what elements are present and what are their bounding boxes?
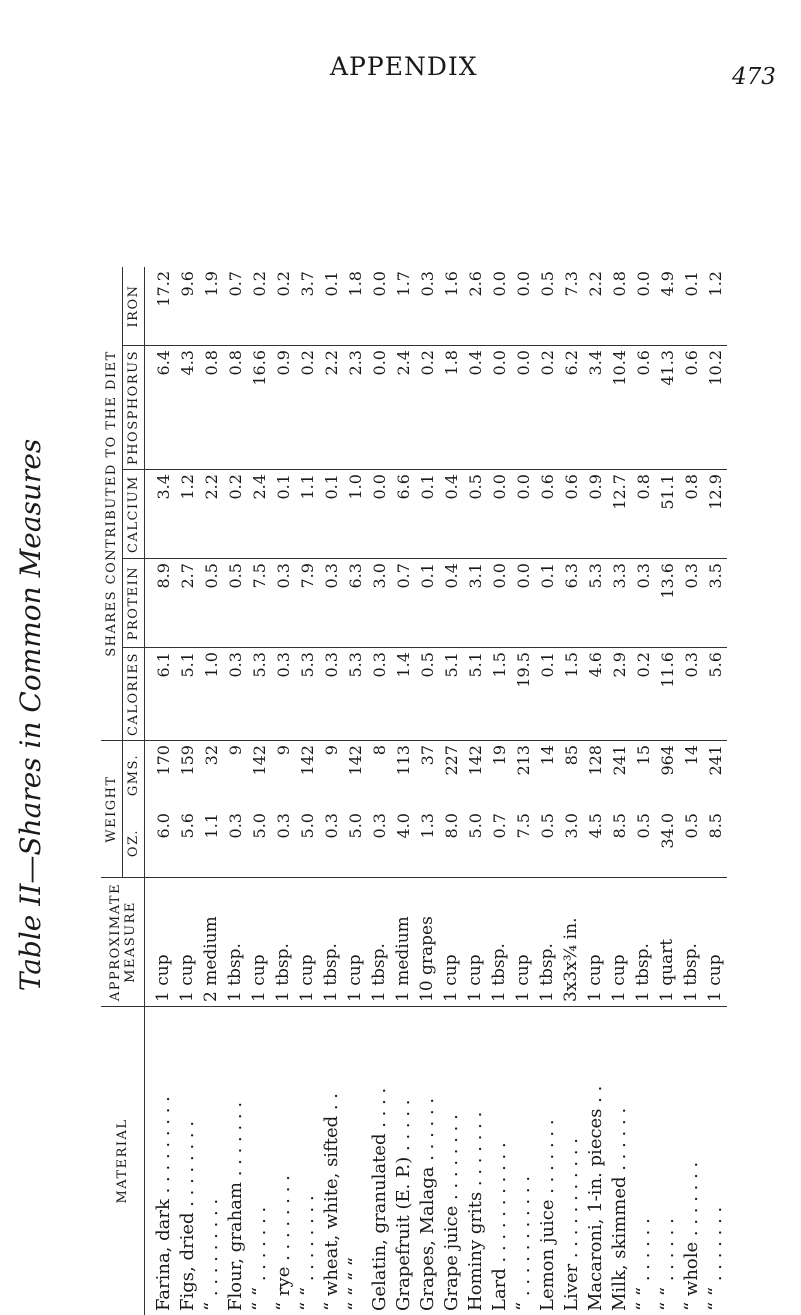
cell-oz: 34.0 <box>655 809 679 878</box>
cell-protein: 0.4 <box>439 559 463 648</box>
cell-oz: 8.0 <box>439 809 463 878</box>
cell-calories: 0.3 <box>367 648 391 741</box>
cell-protein: 3.0 <box>367 559 391 648</box>
cell-protein: 0.0 <box>487 559 511 648</box>
nutrition-table <box>101 267 727 1315</box>
col-oz: OZ. <box>123 809 145 878</box>
cell-measure: 10 grapes <box>415 878 439 1007</box>
cell-protein: 3.3 <box>607 559 631 648</box>
cell-material: Macaroni, 1-in. pieces . . <box>584 1085 606 1311</box>
cell-iron: 9.6 <box>175 267 199 346</box>
cell-material: “ . . . . . . . . . . . <box>512 1175 534 1311</box>
table-row <box>535 267 559 1315</box>
cell-calcium: 0.0 <box>487 470 511 559</box>
cell-protein: 0.5 <box>223 559 247 648</box>
cell-iron: 0.2 <box>247 267 271 346</box>
cell-iron: 0.7 <box>223 267 247 346</box>
cell-calcium: 0.0 <box>367 470 391 559</box>
cell-phosphorus: 0.0 <box>487 346 511 470</box>
cell-gms: 241 <box>705 745 725 776</box>
page-header <box>0 0 801 90</box>
cell-gms: 170 <box>153 745 173 776</box>
table-row <box>343 267 367 1315</box>
cell-phosphorus: 4.3 <box>175 346 199 470</box>
cell-material: “ wheat, white, sifted . . <box>320 1092 342 1311</box>
side-caption-area <box>14 215 74 1215</box>
cell-phosphorus: 0.8 <box>199 346 223 470</box>
cell-gms: 14 <box>681 745 701 766</box>
table-row <box>679 267 703 1315</box>
cell-calories: 2.9 <box>607 648 631 741</box>
cell-phosphorus: 10.2 <box>703 346 727 470</box>
cell-oz: 0.5 <box>679 809 703 878</box>
cell-phosphorus: 0.0 <box>367 346 391 470</box>
cell-phosphorus: 3.4 <box>583 346 607 470</box>
cell-measure: 1 cup <box>607 878 631 1007</box>
cell-calcium: 0.0 <box>511 470 535 559</box>
cell-material: Lemon juice . . . . . . . <box>536 1119 558 1311</box>
cell-iron: 0.0 <box>631 267 655 346</box>
cell-calcium: 0.1 <box>271 470 295 559</box>
col-calories: CALORIES <box>123 648 145 741</box>
cell-calories: 6.1 <box>145 648 176 741</box>
cell-iron: 1.9 <box>199 267 223 346</box>
col-phosphorus: PHOSPHORUS <box>123 346 145 470</box>
cell-gms: 113 <box>393 745 413 776</box>
cell-calories: 0.2 <box>631 648 655 741</box>
table-row <box>247 267 271 1315</box>
cell-gms: 85 <box>561 745 581 766</box>
cell-iron: 1.7 <box>391 267 415 346</box>
cell-oz: 1.1 <box>199 809 223 878</box>
cell-gms: 241 <box>609 745 629 776</box>
cell-gms: 9 <box>321 745 341 756</box>
cell-iron: 3.7 <box>295 267 319 346</box>
cell-iron: 4.9 <box>655 267 679 346</box>
cell-calcium: 0.4 <box>439 470 463 559</box>
table-row <box>271 267 295 1315</box>
cell-iron: 2.6 <box>463 267 487 346</box>
cell-iron: 0.0 <box>511 267 535 346</box>
cell-phosphorus: 0.6 <box>679 346 703 470</box>
cell-protein: 6.3 <box>559 559 583 648</box>
cell-measure: 1 cup <box>247 878 271 1007</box>
cell-calcium: 3.4 <box>145 470 176 559</box>
cell-calories: 19.5 <box>511 648 535 741</box>
cell-calories: 5.1 <box>175 648 199 741</box>
cell-oz: 0.3 <box>223 809 247 878</box>
cell-iron: 0.0 <box>487 267 511 346</box>
cell-oz: 0.5 <box>535 809 559 878</box>
col-calcium: CALCIUM <box>123 470 145 559</box>
cell-measure: 1 medium <box>391 878 415 1007</box>
cell-material: Grapefruit (E. P.) . . . . . <box>392 1099 414 1311</box>
cell-gms: 9 <box>273 745 293 756</box>
cell-phosphorus: 0.8 <box>223 346 247 470</box>
cell-protein: 0.3 <box>271 559 295 648</box>
cell-calcium: 0.9 <box>583 470 607 559</box>
cell-calcium: 0.5 <box>463 470 487 559</box>
cell-oz: 5.0 <box>343 809 367 878</box>
cell-iron: 0.3 <box>415 267 439 346</box>
cell-measure: 1 tbsp. <box>679 878 703 1007</box>
cell-measure: 1 quart <box>655 878 679 1007</box>
cell-oz: 6.0 <box>145 809 176 878</box>
cell-oz: 4.0 <box>391 809 415 878</box>
cell-material: Hominy grits . . . . . . . <box>464 1111 486 1311</box>
cell-calcium: 2.2 <box>199 470 223 559</box>
cell-oz: 0.3 <box>367 809 391 878</box>
col-material: MATERIAL <box>115 1118 130 1204</box>
cell-protein: 0.5 <box>199 559 223 648</box>
cell-phosphorus: 0.4 <box>463 346 487 470</box>
page-title: APPENDIX <box>330 52 478 81</box>
cell-protein: 3.1 <box>463 559 487 648</box>
cell-measure: 1 cup <box>295 878 319 1007</box>
cell-gms: 19 <box>489 745 509 766</box>
table-row <box>463 267 487 1315</box>
cell-gms: 142 <box>297 745 317 776</box>
cell-measure: 1 tbsp. <box>487 878 511 1007</box>
table-row <box>319 267 343 1315</box>
cell-calcium: 0.6 <box>535 470 559 559</box>
cell-calcium: 0.2 <box>223 470 247 559</box>
cell-gms: 213 <box>513 745 533 776</box>
cell-protein: 3.5 <box>703 559 727 648</box>
table-row <box>607 267 631 1315</box>
cell-protein: 0.3 <box>319 559 343 648</box>
cell-calories: 1.5 <box>487 648 511 741</box>
cell-protein: 7.5 <box>247 559 271 648</box>
cell-phosphorus: 0.6 <box>631 346 655 470</box>
cell-measure: 1 cup <box>145 878 176 1007</box>
cell-measure: 1 cup <box>511 878 535 1007</box>
cell-material: “ “ . . . . . . <box>632 1218 654 1311</box>
cell-protein: 5.3 <box>583 559 607 648</box>
cell-calcium: 0.1 <box>415 470 439 559</box>
cell-calories: 1.5 <box>559 648 583 741</box>
cell-calories: 1.0 <box>199 648 223 741</box>
cell-measure: 1 tbsp. <box>367 878 391 1007</box>
cell-material: Grape juice . . . . . . . . <box>440 1114 462 1311</box>
table-row <box>367 267 391 1315</box>
cell-calcium: 1.0 <box>343 470 367 559</box>
table-row <box>487 267 511 1315</box>
cell-gms: 159 <box>177 745 197 776</box>
cell-oz: 0.3 <box>319 809 343 878</box>
cell-iron: 1.6 <box>439 267 463 346</box>
cell-protein: 8.9 <box>145 559 176 648</box>
cell-calcium: 1.1 <box>295 470 319 559</box>
cell-calcium: 0.8 <box>631 470 655 559</box>
cell-material: “ “ . . . . . . . . <box>296 1195 318 1311</box>
table-row <box>223 267 247 1315</box>
cell-measure: 1 tbsp. <box>319 878 343 1007</box>
cell-oz: 5.6 <box>175 809 199 878</box>
table-row <box>145 267 176 1315</box>
cell-calories: 0.3 <box>319 648 343 741</box>
cell-material: “ rye . . . . . . . . <box>272 1175 294 1311</box>
cell-material: Milk, skimmed . . . . . . <box>608 1107 630 1311</box>
cell-measure: 1 cup <box>583 878 607 1007</box>
cell-protein: 7.9 <box>295 559 319 648</box>
cell-iron: 0.2 <box>271 267 295 346</box>
cell-phosphorus: 2.2 <box>319 346 343 470</box>
cell-material: Figs, dried . . . . . . . . <box>176 1120 198 1311</box>
cell-phosphorus: 6.4 <box>145 346 176 470</box>
cell-material: Flour, graham . . . . . . . <box>224 1101 246 1311</box>
cell-oz: 5.0 <box>295 809 319 878</box>
cell-calories: 5.1 <box>463 648 487 741</box>
cell-material: Liver . . . . . . . . . . . <box>560 1137 582 1311</box>
cell-iron: 2.2 <box>583 267 607 346</box>
cell-oz: 0.5 <box>631 809 655 878</box>
cell-protein: 6.3 <box>343 559 367 648</box>
table-row <box>655 267 679 1315</box>
table-caption: Table II—Shares in Common Measures <box>14 438 47 992</box>
table-row <box>391 267 415 1315</box>
cell-phosphorus: 10.4 <box>607 346 631 470</box>
cell-measure: 1 tbsp. <box>535 878 559 1007</box>
cell-calories: 0.5 <box>415 648 439 741</box>
cell-phosphorus: 1.8 <box>439 346 463 470</box>
table-row <box>511 267 535 1315</box>
cell-measure: 1 tbsp. <box>271 878 295 1007</box>
cell-gms: 128 <box>585 745 605 776</box>
table-row <box>631 267 655 1315</box>
col-iron: IRON <box>123 267 145 346</box>
cell-protein: 2.7 <box>175 559 199 648</box>
cell-oz: 0.3 <box>271 809 295 878</box>
cell-iron: 0.1 <box>679 267 703 346</box>
cell-iron: 0.0 <box>367 267 391 346</box>
cell-protein: 13.6 <box>655 559 679 648</box>
cell-oz: 3.0 <box>559 809 583 878</box>
cell-measure: 3x3x¾ in. <box>559 878 583 1007</box>
table-row <box>415 267 439 1315</box>
cell-calories: 11.6 <box>655 648 679 741</box>
cell-phosphorus: 0.9 <box>271 346 295 470</box>
cell-gms: 32 <box>201 745 221 766</box>
cell-protein: 0.3 <box>631 559 655 648</box>
cell-calories: 0.3 <box>271 648 295 741</box>
table-row <box>199 267 223 1315</box>
cell-calcium: 12.9 <box>703 470 727 559</box>
cell-phosphorus: 6.2 <box>559 346 583 470</box>
cell-calcium: 51.1 <box>655 470 679 559</box>
cell-material: “ “ . . . . . . . <box>248 1206 270 1311</box>
cell-iron: 1.2 <box>703 267 727 346</box>
table-row <box>175 267 199 1315</box>
table-row <box>703 267 727 1315</box>
cell-measure: 1 cup <box>343 878 367 1007</box>
cell-oz: 8.5 <box>703 809 727 878</box>
cell-gms: 142 <box>249 745 269 776</box>
cell-calories: 5.6 <box>703 648 727 741</box>
table-row <box>559 267 583 1315</box>
col-shares: SHARES CONTRIBUTED TO THE DIET <box>101 267 123 741</box>
cell-gms: 142 <box>465 745 485 776</box>
cell-material: “ . . . . . . . . . <box>200 1198 222 1311</box>
cell-phosphorus: 16.6 <box>247 346 271 470</box>
cell-oz: 0.7 <box>487 809 511 878</box>
cell-calories: 0.1 <box>535 648 559 741</box>
cell-gms: 227 <box>441 745 461 776</box>
table-row <box>439 267 463 1315</box>
cell-calcium: 2.4 <box>247 470 271 559</box>
col-gms: GMS. <box>126 753 141 797</box>
cell-measure: 1 cup <box>175 878 199 1007</box>
cell-phosphorus: 0.2 <box>415 346 439 470</box>
cell-calcium: 1.2 <box>175 470 199 559</box>
cell-iron: 7.3 <box>559 267 583 346</box>
cell-protein: 0.0 <box>511 559 535 648</box>
cell-material: “ “ . . . . . . . <box>704 1206 726 1311</box>
cell-gms: 15 <box>633 745 653 766</box>
col-protein: PROTEIN <box>123 559 145 648</box>
cell-measure: 2 medium <box>199 878 223 1007</box>
cell-iron: 1.8 <box>343 267 367 346</box>
cell-gms: 37 <box>417 745 437 766</box>
table-row <box>583 267 607 1315</box>
cell-protein: 0.1 <box>535 559 559 648</box>
cell-calories: 1.4 <box>391 648 415 741</box>
cell-protein: 0.3 <box>679 559 703 648</box>
cell-oz: 1.3 <box>415 809 439 878</box>
cell-gms: 964 <box>657 745 677 776</box>
cell-phosphorus: 2.4 <box>391 346 415 470</box>
cell-calories: 5.3 <box>295 648 319 741</box>
cell-material: Grapes, Malaga . . . . . . <box>416 1097 438 1311</box>
cell-calcium: 12.7 <box>607 470 631 559</box>
cell-protein: 0.7 <box>391 559 415 648</box>
table-row <box>295 267 319 1315</box>
cell-iron: 17.2 <box>145 267 176 346</box>
cell-calcium: 0.1 <box>319 470 343 559</box>
cell-material: Gelatin, granulated . . . . <box>368 1087 390 1311</box>
cell-material: Farina, dark . . . . . . . . . <box>152 1096 174 1311</box>
rotated-table-area <box>101 87 801 1315</box>
cell-oz: 4.5 <box>583 809 607 878</box>
cell-material: “ “ . . . . . . <box>656 1218 678 1311</box>
cell-iron: 0.1 <box>319 267 343 346</box>
cell-iron: 0.8 <box>607 267 631 346</box>
cell-measure: 1 cup <box>703 878 727 1007</box>
cell-measure: 1 tbsp. <box>223 878 247 1007</box>
col-measure: APPROXIMATE MEASURE <box>101 878 145 1007</box>
cell-material: “ “ “ “ <box>344 1257 366 1311</box>
cell-gms: 142 <box>345 745 365 776</box>
cell-oz: 5.0 <box>463 809 487 878</box>
rotated-table-inner <box>101 87 801 1315</box>
cell-gms: 8 <box>369 745 389 756</box>
cell-measure: 1 cup <box>439 878 463 1007</box>
page-number: 473 <box>732 64 776 90</box>
cell-phosphorus: 2.3 <box>343 346 367 470</box>
cell-calcium: 0.8 <box>679 470 703 559</box>
cell-phosphorus: 0.2 <box>295 346 319 470</box>
table-body <box>145 267 728 1315</box>
cell-calories: 5.3 <box>343 648 367 741</box>
cell-gms: 14 <box>537 745 557 766</box>
cell-phosphorus: 41.3 <box>655 346 679 470</box>
cell-calories: 0.3 <box>679 648 703 741</box>
cell-calcium: 0.6 <box>559 470 583 559</box>
cell-calories: 0.3 <box>223 648 247 741</box>
cell-calories: 5.1 <box>439 648 463 741</box>
cell-material: “ whole . . . . . . . <box>680 1161 702 1311</box>
cell-oz: 7.5 <box>511 809 535 878</box>
cell-measure: 1 cup <box>463 878 487 1007</box>
cell-oz: 8.5 <box>607 809 631 878</box>
cell-measure: 1 tbsp. <box>631 878 655 1007</box>
cell-calories: 4.6 <box>583 648 607 741</box>
cell-calories: 5.3 <box>247 648 271 741</box>
cell-gms: 9 <box>225 745 245 756</box>
cell-material: Lard . . . . . . . . . . . <box>488 1142 510 1311</box>
cell-iron: 0.5 <box>535 267 559 346</box>
cell-oz: 5.0 <box>247 809 271 878</box>
cell-calcium: 6.6 <box>391 470 415 559</box>
cell-phosphorus: 0.0 <box>511 346 535 470</box>
cell-protein: 0.1 <box>415 559 439 648</box>
cell-phosphorus: 0.2 <box>535 346 559 470</box>
col-weight: WEIGHT <box>101 741 123 878</box>
